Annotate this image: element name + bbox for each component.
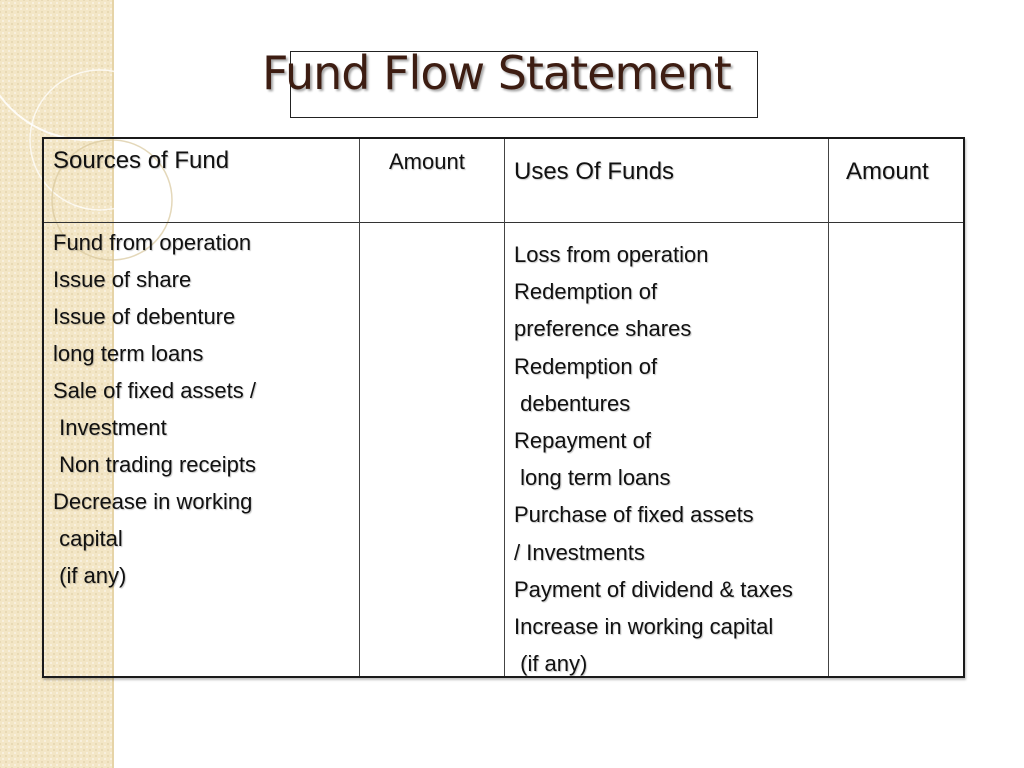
list-item: Increase in working capital	[514, 614, 774, 640]
list-item: long term loans	[514, 465, 671, 491]
list-item: Loss from operation	[514, 242, 709, 267]
list-item: Non trading receipts	[53, 452, 256, 477]
column-divider-3	[828, 139, 829, 676]
list-item: long term loans	[53, 341, 204, 366]
list-item: (if any)	[53, 563, 127, 588]
fund-flow-table	[42, 137, 965, 678]
uses-list	[514, 236, 793, 682]
list-item: Repayment of	[514, 428, 651, 454]
list-item: Redemption of	[514, 279, 658, 305]
slide-title: Fund Flow Statement	[262, 46, 731, 100]
list-item: (if any)	[514, 651, 588, 677]
list-item: Issue of share	[53, 267, 192, 292]
uses-amount-header: Amount	[846, 158, 929, 185]
sources-header: Sources of Fund	[53, 147, 230, 174]
column-divider-1	[359, 139, 360, 676]
sources-list	[53, 224, 256, 594]
sources-amount-header: Amount	[389, 149, 465, 174]
list-item: Investment	[53, 415, 167, 440]
list-item: Fund from operation	[53, 230, 252, 255]
list-item: Redemption of	[514, 353, 658, 379]
list-item: preference shares	[514, 316, 692, 342]
list-item: debentures	[514, 390, 631, 416]
uses-header: Uses Of Funds	[514, 158, 675, 185]
list-item: Sale of fixed assets /	[53, 378, 256, 403]
list-item: / Investments	[514, 539, 645, 565]
list-item: Payment of dividend & taxes	[514, 576, 793, 602]
list-item: Issue of debenture	[53, 304, 236, 329]
column-divider-2	[504, 139, 505, 676]
list-item: Purchase of fixed assets	[514, 502, 754, 528]
list-item: capital	[53, 526, 123, 551]
list-item: Decrease in working	[53, 489, 253, 514]
